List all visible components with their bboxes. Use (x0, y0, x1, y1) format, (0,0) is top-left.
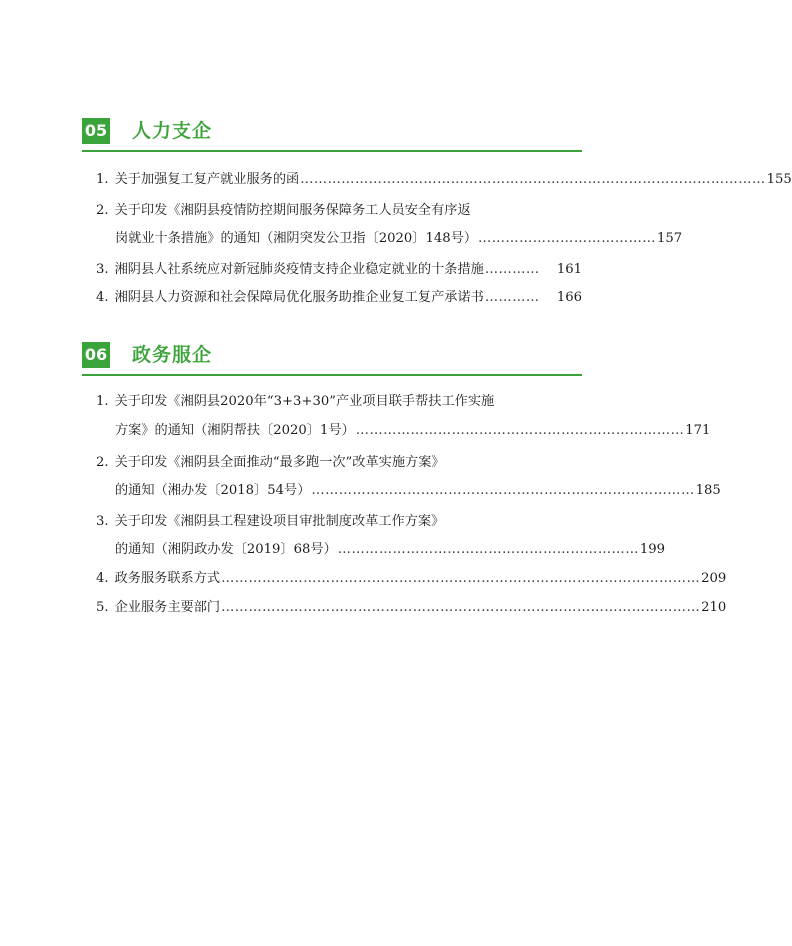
dot-leader: ………… (484, 262, 540, 277)
page-number: 155 (766, 172, 792, 187)
page-number: 157 (656, 231, 683, 246)
entry-title: 关于印发《湘阴县工程建设项目审批制度改革工作方案》 (114, 514, 445, 529)
toc-entry[interactable] (96, 455, 582, 471)
section-title: 人力支企 (132, 120, 213, 142)
entry-title-continued: 的通知（湘办发〔2018〕54号） (115, 483, 311, 498)
toc-entry[interactable] (96, 600, 727, 616)
toc-entry-continuation[interactable] (115, 423, 711, 439)
section-title: 政务服企 (132, 344, 213, 366)
toc-entry-continuation[interactable] (115, 542, 666, 558)
section-number-badge: 05 (82, 118, 110, 144)
entry-title: 湘阴县人力资源和社会保障局优化服务助推企业复工复产承诺书 (114, 290, 484, 305)
entry-title: 关于印发《湘阴县2020年“3+3+30”产业项目联手帮扶工作实施 (114, 394, 495, 409)
section-header-06 (82, 342, 582, 376)
section-divider (82, 374, 582, 376)
toc-entry[interactable] (96, 394, 582, 410)
toc-entry-continuation[interactable] (115, 231, 683, 247)
entry-title: 政务服务联系方式 (114, 571, 221, 586)
entry-title: 企业服务主要部门 (114, 600, 221, 615)
section-number-badge: 06 (82, 342, 110, 368)
entry-title: 关于印发《湘阴县疫情防控期间服务保障务工人员安全有序返 (114, 203, 471, 218)
toc-entry[interactable] (96, 262, 582, 278)
dot-leader: ……………………………………………………………… (355, 423, 685, 438)
toc-entry[interactable] (96, 514, 582, 530)
dot-leader: ………… (484, 290, 540, 305)
entry-title-continued: 岗就业十条措施》的通知（湘阴突发公卫指〔2020〕148号） (115, 231, 478, 246)
entry-title: 关于印发《湘阴县全面推动“最多跑一次”改革实施方案》 (114, 455, 445, 470)
dot-leader: ………………………………………………………………………………………… (300, 172, 766, 187)
toc-entry[interactable] (96, 571, 727, 587)
entry-title-continued: 方案》的通知（湘阴帮扶〔2020〕1号） (115, 423, 355, 438)
entry-title: 湘阴县人社系统应对新冠肺炎疫情支持企业稳定就业的十条措施 (114, 262, 484, 277)
dot-leader: …………………………………………………………………………………………… (221, 600, 701, 615)
entry-number: 2. (96, 455, 109, 470)
page-number: 199 (639, 542, 666, 557)
dot-leader: ………………………………………………………… (337, 542, 639, 557)
section-header-05 (82, 118, 582, 152)
dot-leader: …………………………………………………………………………………………… (221, 571, 701, 586)
entry-number: 5. (96, 600, 109, 615)
page-number: 210 (701, 600, 727, 615)
page-number: 166 (556, 290, 582, 305)
page-number: 161 (556, 262, 582, 277)
entry-number: 3. (96, 514, 109, 529)
page-number: 185 (695, 483, 721, 498)
dot-leader: ………………………………… (478, 231, 656, 246)
entry-number: 1. (96, 394, 109, 409)
entry-number: 4. (96, 290, 109, 305)
entry-title: 关于加强复工复产就业服务的函 (114, 172, 300, 187)
toc-entry[interactable] (96, 290, 582, 306)
entry-number: 2. (96, 203, 109, 218)
section-divider (82, 150, 582, 152)
toc-entry[interactable] (96, 203, 582, 219)
toc-entry[interactable] (96, 172, 792, 188)
page-number: 171 (685, 423, 711, 438)
entry-number: 3. (96, 262, 109, 277)
entry-title-continued: 的通知（湘阴政办发〔2019〕68号） (115, 542, 337, 557)
entry-number: 4. (96, 571, 109, 586)
dot-leader: ………………………………………………………………………… (311, 483, 695, 498)
page-number: 209 (701, 571, 727, 586)
toc-entry-continuation[interactable] (115, 483, 721, 499)
entry-number: 1. (96, 172, 109, 187)
